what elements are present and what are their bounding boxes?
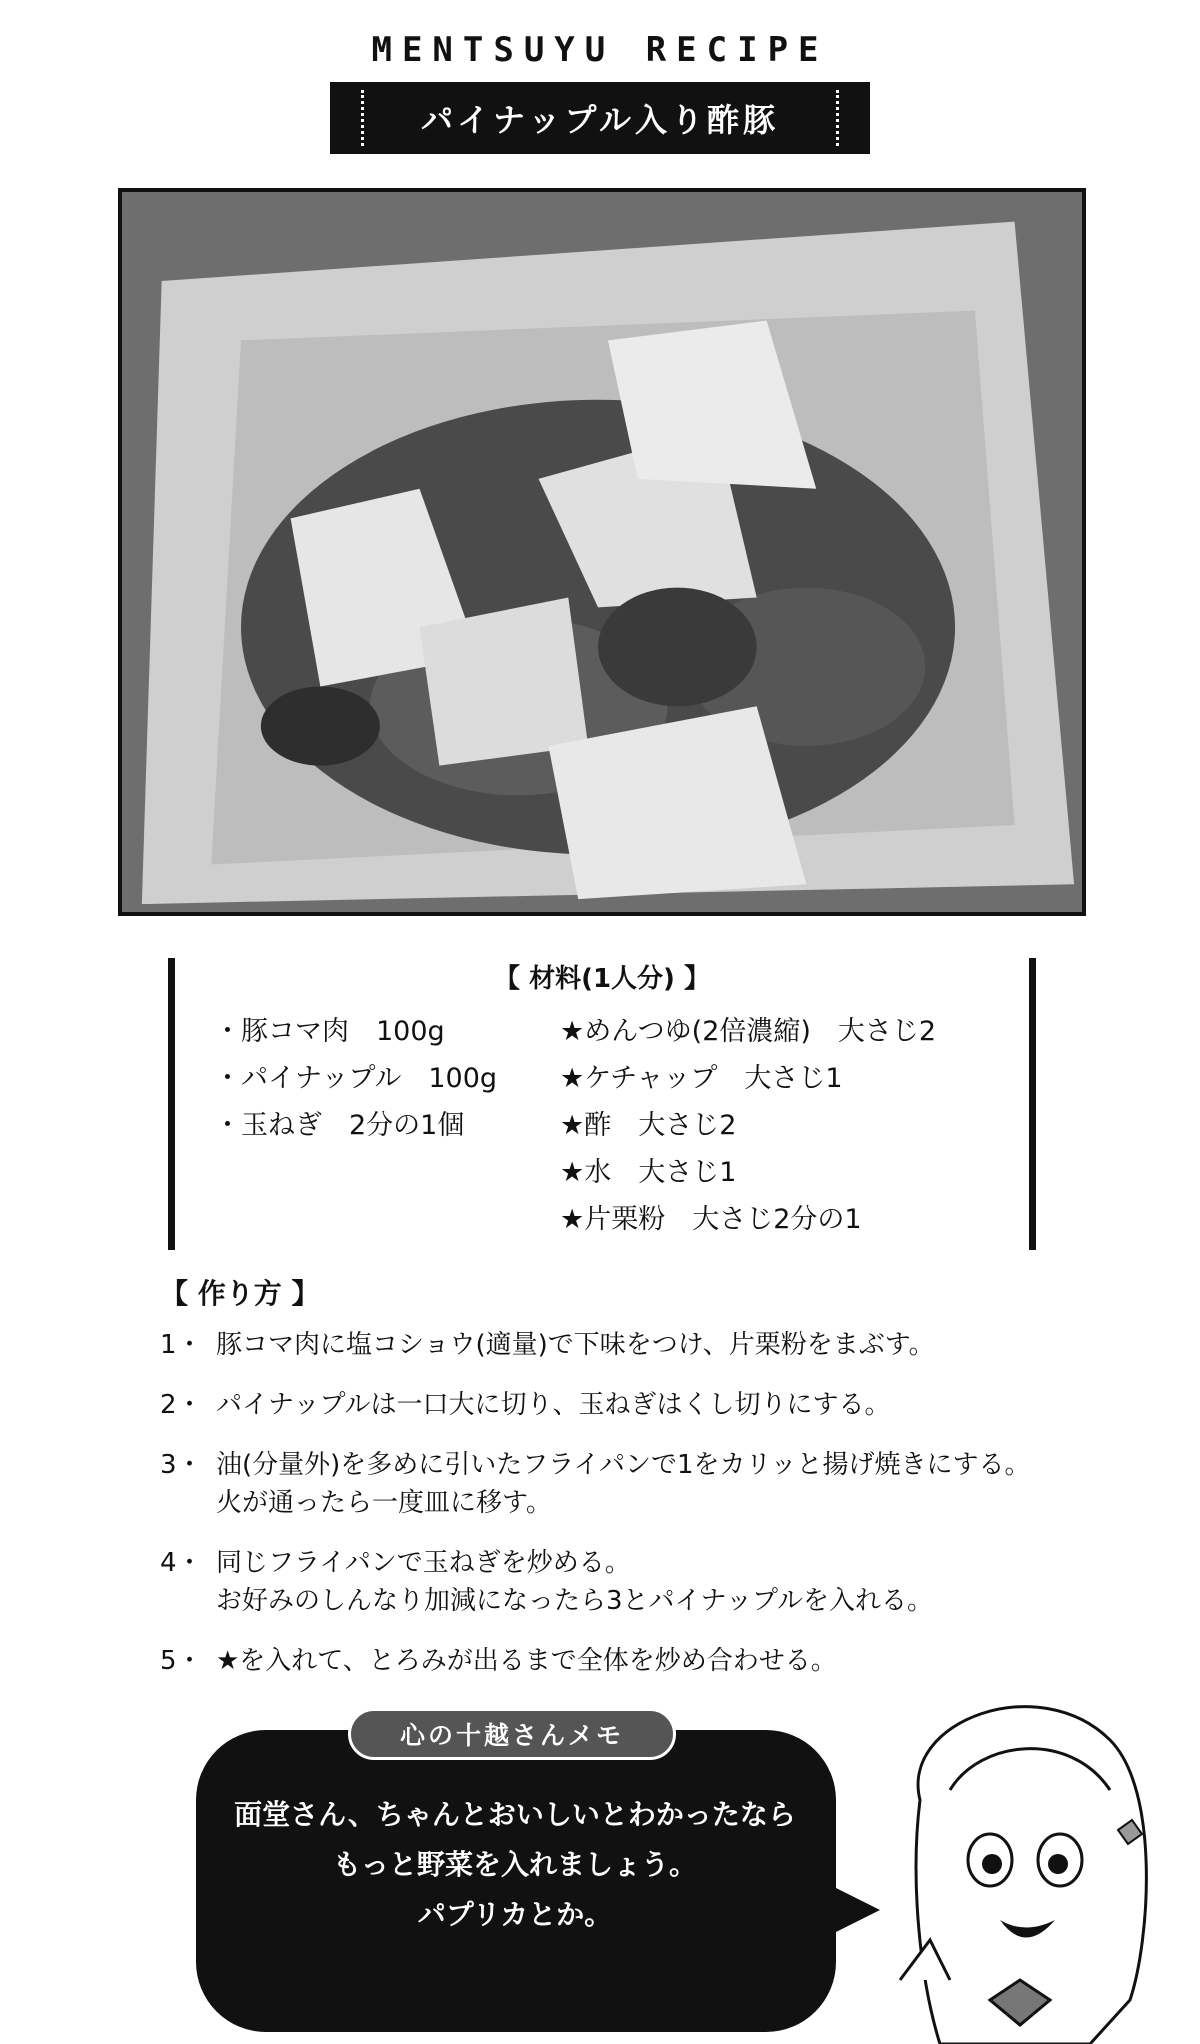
ingredients-list-sauce [560,1008,936,1243]
character-illustration [860,1680,1180,2044]
memo-line: パプリカとか。 [417,1898,613,1931]
ingredient-item: ★ケチャップ 大さじ1 [560,1063,843,1094]
memo-line: 面堂さん、ちゃんとおいしいとわかったなら [234,1798,796,1831]
step-item [160,1446,1100,1522]
ingredient-item: ★めんつゆ(2倍濃縮) 大さじ2 [560,1016,937,1047]
steps-title: 【 作り方 】 [160,1277,320,1310]
step-item [160,1642,1100,1680]
step-number: 3・ [160,1450,203,1480]
step-text: 同じフライパンで玉ねぎを炒める。 お好みのしんなり加減になったら3とパイナップルを入れる。 [216,1548,933,1616]
ingredient-item: ★酢 大さじ2 [560,1110,737,1141]
step-number: 4・ [160,1548,203,1578]
ingredient-item: ・玉ねぎ 2分の1個 [214,1110,465,1141]
memo-text [210,1790,820,1940]
step-text: ★を入れて、とろみが出るまで全体を炒め合わせる。 [216,1646,837,1676]
ingredient-item: ★片栗粉 大さじ2分の1 [560,1204,862,1235]
ingredients-bar-left [168,958,175,1250]
step-number: 5・ [160,1646,203,1676]
step-text: パイナップルは一口大に切り、玉ねぎはくし切りにする。 [216,1390,891,1420]
memo-tag: 心の十越さんメモ [348,1708,676,1760]
steps-list [160,1326,1100,1702]
dish-photo [118,188,1086,916]
header-eyebrow: MENTSUYU RECIPE [371,30,829,70]
step-text: 油(分量外)を多めに引いたフライパンで1をカリッと揚げ焼きにする。 火が通ったら一度皿に移す。 [216,1450,1031,1518]
step-item [160,1386,1100,1424]
ingredients-list-main [214,1008,497,1149]
ingredient-item: ・豚コマ肉 100g [214,1016,445,1047]
ingredient-item: ・パイナップル 100g [214,1063,498,1094]
ingredients-title: 【 材料(1人分) 】 [494,964,710,994]
ingredients-section [168,958,1036,1250]
recipe-title: パイナップル入り酢豚 [347,82,853,154]
step-number: 2・ [160,1390,203,1420]
step-item [160,1326,1100,1364]
step-text: 豚コマ肉に塩コショウ(適量)で下味をつけ、片栗粉をまぶす。 [216,1330,935,1360]
step-number: 1・ [160,1330,203,1360]
memo-line: もっと野菜を入れましょう。 [332,1848,697,1881]
step-item [160,1544,1100,1620]
ingredient-item: ★水 大さじ1 [560,1157,737,1188]
ingredients-bar-right [1029,958,1036,1250]
